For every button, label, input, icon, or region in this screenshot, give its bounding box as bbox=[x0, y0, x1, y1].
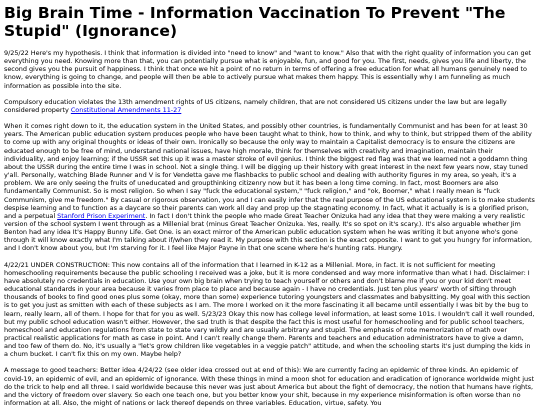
paragraph-text: When it comes right down to it, the education system in the United States, and possibly other countries, is fundamentally Communist and has been for at least 30 years. The American public education system produces people who have been taught what to think, how to think, and why to think, but stripped them of the ability to come up with any original thoughts or ideas of their own. Ironically so because the only way to maintain a Capitalist democracy is to ensure the citizens are educated enough to be free of mind, understand national issues, have high morale, think for themselves with creativity and imagination, maintain their individuality, and enjoy learning; if the USSR set this up it was a master stroke of evil genius. I think the biggest red flag was that we learned not a goddamn thing about the USSR during the entire time I was in school. Not a single thing. I will be digging up their history with great interest in the next few years now, stay tuned y'all. Personally, watching Blade Runner and V is for Vendetta gave me flashbacks to public school and dealing with authority figures in my area, so yeah, it's a problem. We are only seeing the fruits of uneducated and groupthinking citizenry now but it has been a long time coming. In fact, most Boomers are also fundamentally Communist. So is most religion. So when I say "fuck the educational system," "fuck religion," and "ok, Boomer," what I really mean is "fuck Communism, give me freedom." By casual or rigorous observation, you and I can easily infer that the real purpose of the US educational system is to make students despise learning and to function as a daycare so their parents can work all day and prop up the stagnating economy. In fact, what it actually is is a glorified prison, and a perpetual bbox=[4, 122, 535, 220]
paragraph-message-to-teachers: A message to good teachers: Better idea 4/24/22 (see older idea crossed out at end of this): We are currently facing an epidemic of three kinds. An epidemic of covid-19, an epidemic of evil, and an epidemic of ignorance. With these things in mind a moon shot for education and eradication of ignorance worldwide might just do the trick to help end all three. I said worldwide because this never was just about America but about the fight of democracy, the notion that humans have rights, and the victory of freedom over slavery. So each one teach one, but you better know your shit, because in my experience misinformation is often worse than no information at all. Also, the might of nations or lack thereof depends on three variables. Education, virtue, safety. You bbox=[4, 366, 534, 407]
paragraph-compulsory-education bbox=[4, 98, 536, 114]
paragraph-education-system bbox=[4, 122, 536, 253]
paragraph-text: Compulsory education violates the 13th amendment rights of US citizens, namely children, that are not considered US citizens under the law but are legally considered property bbox=[4, 97, 507, 114]
paragraph-under-construction: 4/22/21 UNDER CONSTRUCTION: This now contains all of the information that I learned in K-12 as a Millenial. More, in fact. It is not sufficient for meeting homeschooling requirements because the public schooling I received was a joke, but it is more condensed and way more informative than what I had. Disclaimer: I have absolutely no credentials in education. Use your own big brain when trying to teach yourself or others and don't blame me if you or your kid don't meet educational standards in your area because it varies from place to place and because again - I have no credentials. Just ten plus years' worth of sifting through thousands of books to find good ones plus some (okay, more than some) experience tutoring youngsters and classmates and babysitting. My goal with this section is to get you just as smitten with each of these subjects as I am. The more I worked on it the more fascinating it all became until essentially I was bit by the bug to learn, really learn, all of them. I hope for that for you as well. 5/23/23 Okay this now has college level information, at least some 101s. I wouldn't call it well rounded, but my public school education wasn't either. However, the sad truth is that despite the fact this is most useful for homeschooling and for public school teachers, homeschool and education regulations from state to state vary wildly and are usually arbitrary and stupid. The emphasis of rote memorization of math over practical realistic applications for math as case in point. And I can't really change them. Parents and teachers and education administrators have to give a damn, and too few of them do. No, it's usually a "let's grow children like vegetables in a veggie patch" attitude, and when the schooling starts it's just dumping the kids in a chum bucket. I can't fix this on my own. Maybe help? bbox=[4, 260, 535, 359]
stanford-prison-experiment-link[interactable]: Stanford Prison Experiment bbox=[57, 211, 146, 220]
paragraph-hypothesis: 9/25/22 Here's my hypothesis. I think that information is divided into "need to know" and "want to know." Also that with the right quality of information you can get everything you need. Knowing more than that, you can potentially pursue what is enjoyable, fun, and good for you. The first, needs, gives you life and liberty, the second gives you the pursuit of happiness. I think that once we hit a point of no return in terms of offering a free education for what all humans genuinely need to know, everything is going to change, and people will then be able to actively pursue what makes them happy. This is essentially why I am funneling as much information as possible into the site. bbox=[4, 49, 532, 90]
paragraph-text: . In fact I don't think the people who made Great Teacher Onizuka had any idea that they were making a very realistic version of the school system I went through as a Millenial brat (minus Great Teacher Onizuka. Yes, really. It's so spot on it's scary.). It's also arguable whether Jim Benton had any idea It's Happy Bunny Life. Get One. is an exact mirror of the American public education system when he was writing it but anyone who's gone through it will know exactly what I'm talking about if/when they read it. My purpose with this section is the exact opposite. I want to get you hungry for information, and I don't know about you, but I'm starving for it. I feel like Major Payne in that one scene where he's hunting rats. Hungry. bbox=[4, 211, 533, 253]
constitutional-amendments-link[interactable]: Constitutional Amendments 11-27 bbox=[70, 105, 182, 114]
page-title: Big Brain Time - Information Vaccination To Prevent "The Stupid" (Ignorance) bbox=[4, 4, 506, 40]
